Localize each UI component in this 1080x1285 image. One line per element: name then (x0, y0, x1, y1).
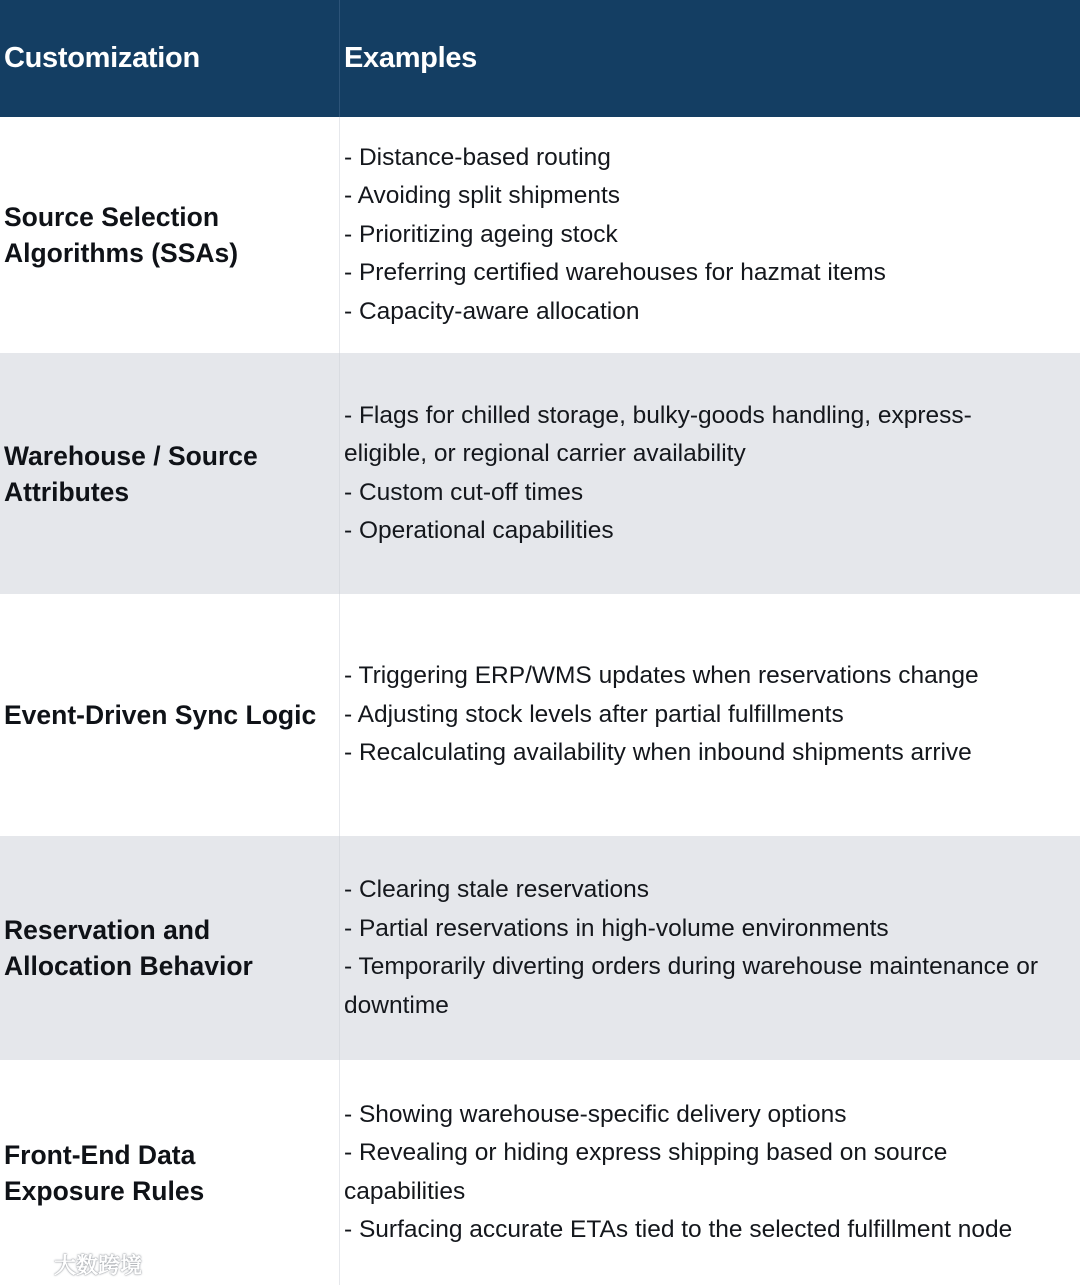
customization-name (4, 1137, 204, 1209)
header-cell-customization (0, 0, 340, 117)
example-item: - Revealing or hiding express shipping based on source capabilities (344, 1139, 948, 1205)
customization-cell (0, 594, 340, 836)
customization-name-line: Reservation and (4, 915, 211, 945)
watermark (8, 1249, 142, 1279)
examples-cell (340, 1060, 1080, 1285)
example-item: - Temporarily diverting orders during warehouse maintenance or downtime (344, 953, 1039, 1019)
example-item: - Prioritizing ageing stock (344, 220, 618, 248)
example-item: - Custom cut-off times (344, 478, 584, 506)
table-row (0, 594, 1080, 836)
example-item: - Distance-based routing (344, 143, 611, 171)
header-examples: Examples (344, 42, 478, 74)
customization-name-line: Exposure Rules (4, 1175, 205, 1206)
examples-cell (340, 836, 1080, 1060)
examples-list (344, 139, 886, 332)
table-row (0, 836, 1080, 1060)
customization-name-line: Front-End Data (4, 1139, 196, 1170)
customization-name (4, 697, 316, 733)
examples-cell (340, 594, 1080, 836)
example-item: - Operational capabilities (344, 517, 614, 544)
customization-name-line: Source Selection (4, 202, 220, 232)
customization-name (4, 438, 258, 510)
examples-list (344, 871, 1050, 1025)
customization-cell (0, 117, 340, 353)
examples-list (344, 1096, 1050, 1250)
customization-cell (0, 836, 340, 1060)
example-item: - Showing warehouse-specific delivery options (344, 1100, 847, 1128)
example-item: - Capacity-aware allocation (344, 297, 640, 325)
watermark-text: 大数跨境 (54, 1252, 143, 1278)
examples-cell (340, 353, 1080, 594)
watermark-logo-icon (8, 1251, 50, 1277)
example-item: - Partial reservations in high-volume environments (344, 914, 889, 942)
customization-name-line: Allocation Behavior (4, 951, 253, 981)
table-row (0, 117, 1080, 353)
example-item: - Triggering ERP/WMS updates when reservations change (344, 662, 979, 690)
example-item: - Flags for chilled storage, bulky-goods handling, express-eligible, or regional carrier availability (344, 401, 972, 467)
table-header-row (0, 0, 1080, 117)
customization-name-line: Event-Driven Sync Logic (4, 700, 317, 730)
example-item: - Surfacing accurate ETAs tied to the selected fulfillment node (344, 1216, 1013, 1243)
examples-list (344, 657, 979, 773)
examples-cell (340, 117, 1080, 353)
example-item: - Preferring certified warehouses for hazmat items (344, 259, 886, 287)
customization-cell (0, 353, 340, 594)
header-customization: Customization (4, 42, 200, 74)
example-item: - Adjusting stock levels after partial fulfillments (344, 700, 844, 728)
example-item: - Avoiding split shipments (344, 182, 620, 210)
table-row (0, 1060, 1080, 1285)
examples-list (344, 397, 1050, 551)
customization-name (4, 912, 253, 984)
table-row (0, 353, 1080, 594)
example-item: - Recalculating availability when inbound shipments arrive (344, 739, 972, 767)
customization-name-line: Attributes (4, 476, 130, 507)
header-cell-examples (340, 0, 1080, 117)
customization-name-line: Warehouse / Source (4, 440, 258, 471)
customization-name-line: Algorithms (SSAs) (4, 238, 239, 268)
example-item: - Clearing stale reservations (344, 876, 650, 903)
customization-name (4, 199, 238, 271)
